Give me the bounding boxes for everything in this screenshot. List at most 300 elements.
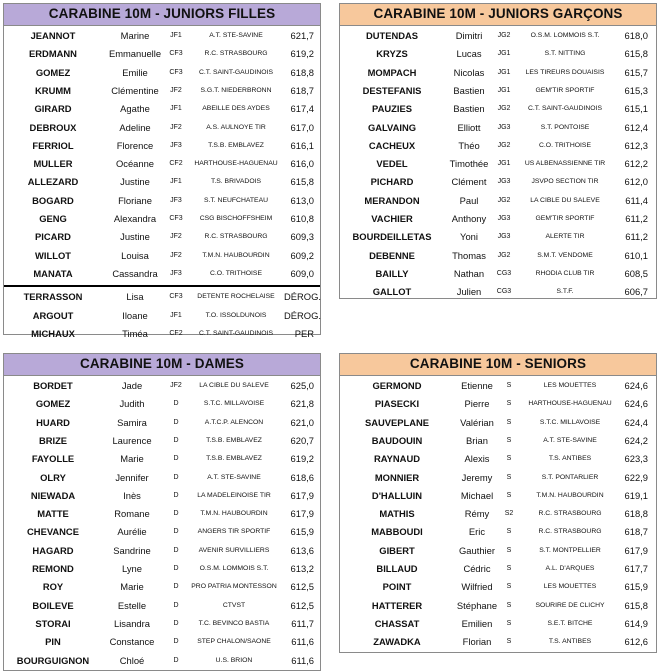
- first-name: Constance: [109, 636, 155, 648]
- first-name: Yoni: [460, 231, 478, 243]
- category: JG1: [497, 86, 511, 94]
- last-name: BAUDOUIN: [371, 434, 423, 446]
- first-name: Marie: [120, 581, 144, 593]
- score: 612,5: [290, 581, 314, 593]
- category: S: [506, 546, 512, 554]
- category: CF3: [169, 50, 183, 58]
- first-name: Samira: [117, 416, 147, 428]
- category: JF3: [170, 196, 182, 204]
- table-row: [4, 578, 320, 596]
- score: 621,0: [290, 416, 314, 428]
- juniors-filles-panel: [3, 3, 321, 339]
- score: 612,5: [290, 599, 314, 611]
- last-name: CACHEUX: [368, 139, 416, 151]
- last-name: ZAWADKA: [373, 636, 421, 648]
- last-name: PICARD: [35, 231, 71, 243]
- last-name: ARGOUT: [32, 309, 74, 321]
- table-row: [340, 155, 656, 173]
- club: ALERTE TIR: [545, 233, 585, 241]
- table-row: [4, 45, 320, 63]
- club: S.M.T. VENDOME: [537, 251, 593, 259]
- score: 610,1: [624, 249, 648, 261]
- table-row: [4, 288, 320, 306]
- category: JG2: [497, 251, 511, 259]
- last-name: PIN: [45, 636, 61, 648]
- first-name: Chloé: [119, 654, 145, 666]
- category: S: [506, 418, 512, 426]
- club: T.M.N. HAUBOURDIN: [200, 510, 268, 518]
- club: PRO PATRIA MONTESSON: [191, 583, 277, 591]
- table-row: [340, 283, 656, 301]
- club: A.T. STE-SAVINE: [207, 473, 261, 481]
- table-row: [4, 119, 320, 137]
- first-name: Florian: [462, 636, 492, 648]
- last-name: ERDMANN: [29, 48, 77, 60]
- last-name: MABBOUDI: [371, 526, 423, 538]
- last-name: GOMEZ: [35, 66, 71, 78]
- category: S: [506, 491, 512, 499]
- category: JF2: [170, 251, 182, 259]
- juniors-garcons-title: CARABINE 10M - JUNIORS GARÇONS: [340, 4, 656, 26]
- table-row: [4, 307, 320, 325]
- first-name: Floriane: [118, 194, 152, 206]
- last-name: SAUVEPLANE: [364, 416, 430, 428]
- category: JG3: [497, 215, 511, 222]
- first-name: Lisandra: [114, 617, 150, 629]
- table-row: [4, 487, 320, 505]
- club: S.T.C. MILLAVOISE: [539, 418, 601, 426]
- category: JF2: [170, 382, 182, 389]
- category: CF3: [169, 215, 183, 222]
- table-row: [4, 173, 320, 191]
- score: 618,7: [624, 526, 648, 538]
- first-name: Etienne: [461, 380, 493, 391]
- score: 615,8: [290, 176, 314, 188]
- club: S.E.T. BITCHE: [547, 619, 593, 627]
- club: T.O. ISSOLDUNOIS: [205, 311, 267, 319]
- juniors-filles-title: CARABINE 10M - JUNIORS FILLES: [4, 4, 320, 26]
- table-row: [340, 377, 656, 395]
- table-row: [4, 64, 320, 82]
- category: S: [506, 400, 512, 408]
- score: 619,2: [290, 48, 314, 60]
- club: A.L. D'ARQUES: [545, 565, 595, 572]
- last-name: BOGARD: [32, 194, 74, 206]
- score: 612,2: [624, 158, 648, 170]
- score: 618,8: [624, 508, 648, 520]
- club: AVENIR SURVILLIERS: [198, 546, 270, 554]
- first-name: Alexis: [464, 453, 490, 465]
- last-name: ROY: [42, 581, 64, 593]
- first-name: Timothée: [449, 158, 489, 170]
- category: JF2: [170, 123, 182, 131]
- first-name: Adeline: [119, 121, 151, 133]
- last-name: POINT: [382, 581, 412, 593]
- score: 612,4: [624, 121, 648, 133]
- score: 618,7: [290, 84, 314, 96]
- club: O.S.M. LOMMOIS S.T.: [199, 565, 269, 572]
- first-name: Emmanuelle: [108, 48, 162, 60]
- club: C.T. SAINT-GAUDINOIS: [198, 68, 274, 76]
- table-row: [4, 137, 320, 155]
- club: ANGERS TIR SPORTIF: [197, 528, 271, 536]
- last-name: REMOND: [32, 563, 74, 574]
- club: S.T. PONTOISE: [540, 123, 590, 131]
- first-name: Gauthier: [459, 544, 495, 556]
- score: 614,9: [624, 617, 648, 629]
- score: 617,9: [290, 489, 314, 501]
- first-name: Pierre: [464, 398, 490, 410]
- score: 617,9: [624, 544, 648, 556]
- score: 624,6: [624, 380, 648, 391]
- first-name: Nicolas: [453, 66, 485, 78]
- seniors-panel: [339, 353, 657, 653]
- last-name: DUTENDAS: [365, 30, 419, 41]
- club: HARTHOUSE-HAGUENAU: [194, 160, 278, 168]
- club: U.S. BRION: [215, 656, 253, 664]
- club: LA CIBLE DU SALEVE: [530, 196, 600, 204]
- first-name: Cédric: [463, 563, 491, 574]
- first-name: Alexandra: [113, 213, 157, 224]
- score: 612,0: [624, 176, 648, 188]
- first-name: Bastien: [453, 103, 485, 115]
- last-name: GIBERT: [379, 544, 415, 556]
- last-name: ALLEZARD: [27, 176, 79, 188]
- category: S: [506, 583, 512, 591]
- score: 621,8: [290, 398, 314, 410]
- table-row: [340, 265, 656, 283]
- table-row: [340, 505, 656, 523]
- club: A.T. STE-SAVINE: [543, 436, 597, 444]
- last-name: BILLAUD: [376, 563, 418, 574]
- category: S: [506, 638, 512, 646]
- score: 618,6: [290, 471, 314, 483]
- table-row: [340, 432, 656, 450]
- first-name: Michael: [460, 489, 494, 501]
- club: S.T. NITTING: [544, 50, 586, 58]
- club: CTVST: [222, 601, 246, 609]
- first-name: Emilie: [122, 66, 148, 78]
- table-row: [4, 560, 320, 578]
- category: JG2: [497, 105, 511, 113]
- last-name: KRUMM: [35, 84, 71, 96]
- last-name: BOURGUIGNON: [16, 654, 90, 666]
- category: JG1: [497, 68, 511, 76]
- club: A.S. AULNOYE TIR: [206, 123, 266, 131]
- first-name: Anthony: [451, 213, 487, 224]
- score: 611,4: [625, 194, 648, 206]
- last-name: VACHIER: [371, 213, 413, 224]
- first-name: Emilien: [461, 617, 493, 629]
- last-name: DEBROUX: [29, 121, 77, 133]
- score: 610,8: [290, 213, 314, 224]
- last-name: OLRY: [40, 471, 66, 483]
- score: 618,0: [624, 30, 648, 41]
- juniors-garcons-panel: [339, 3, 657, 299]
- score: 611,6: [291, 636, 314, 648]
- first-name: Agathe: [120, 103, 150, 115]
- score: 624,2: [624, 434, 648, 446]
- club: ABEILLE DES AYDES: [202, 105, 270, 113]
- score: 624,6: [624, 398, 648, 410]
- club: T.M.N. HAUBOURDIN: [202, 251, 270, 259]
- first-name: Thomas: [452, 249, 486, 261]
- club: LES TIREURS DOUAISIS: [525, 68, 605, 76]
- last-name: MATTE: [37, 508, 69, 520]
- last-name: TERRASSON: [23, 291, 83, 303]
- table-row: [340, 27, 656, 45]
- last-name: BOILEVE: [32, 599, 74, 611]
- table-row: [4, 450, 320, 468]
- table-row: [4, 265, 320, 283]
- club: R.C. STRASBOURG: [538, 528, 602, 536]
- category: S: [506, 455, 512, 463]
- last-name: NIEWADA: [30, 489, 76, 501]
- first-name: Sandrine: [113, 544, 151, 556]
- last-name: PICHARD: [370, 176, 414, 188]
- last-name: DEBENNE: [369, 249, 415, 261]
- first-name: Jeremy: [461, 471, 493, 483]
- club: R.C. STRASBOURG: [204, 50, 268, 58]
- last-name: MULLER: [33, 158, 73, 170]
- category: D: [173, 638, 179, 646]
- last-name: HATTERER: [371, 599, 423, 611]
- category: CF3: [169, 68, 183, 76]
- score: DÉROG.: [284, 309, 321, 321]
- category: S: [506, 382, 512, 389]
- table-row: [340, 523, 656, 541]
- table-row: [340, 395, 656, 413]
- club: T.S.B. EMBLAVEZ: [206, 436, 262, 444]
- last-name: PAUZIES: [372, 103, 412, 115]
- club: GEM'TIR SPORTIF: [535, 86, 595, 94]
- club: RHODIA CLUB TIR: [535, 269, 595, 277]
- last-name: MATHIS: [379, 508, 415, 520]
- club: GEM'TIR SPORTIF: [535, 215, 595, 222]
- score: 615,3: [624, 84, 648, 96]
- first-name: Judith: [119, 398, 145, 410]
- score: 612,6: [624, 636, 648, 648]
- last-name: STORAI: [35, 617, 71, 629]
- score: 613,0: [290, 194, 314, 206]
- club: T.S. BRIVADOIS: [210, 178, 262, 186]
- club: O.S.M. LOMMOIS S.T.: [530, 32, 600, 39]
- table-row: [340, 100, 656, 118]
- category: S: [506, 619, 512, 627]
- category: D: [173, 473, 179, 481]
- club: C.T. SAINT-GAUDINOIS: [198, 329, 274, 337]
- score: 611,2: [625, 231, 648, 243]
- club: T.S. ANTIBES: [548, 455, 592, 463]
- club: LA CIBLE DU SALEVE: [199, 382, 269, 389]
- last-name: DESTEFANIS: [362, 84, 422, 96]
- category: D: [173, 619, 179, 627]
- category: D: [173, 583, 179, 591]
- table-row: [4, 615, 320, 633]
- last-name: BORDET: [33, 380, 73, 391]
- category: JF1: [170, 311, 182, 319]
- first-name: Romane: [114, 508, 150, 520]
- club: S.T. MONTPELLIER: [539, 546, 601, 554]
- score: 615,7: [624, 66, 648, 78]
- first-name: Océanne: [115, 158, 155, 170]
- first-name: Lisa: [126, 291, 144, 303]
- table-row: [4, 597, 320, 615]
- score: 621,7: [290, 30, 314, 41]
- score: 609,2: [290, 249, 314, 261]
- score: PER: [294, 327, 314, 339]
- category: D: [173, 656, 179, 664]
- table-row: [4, 652, 320, 670]
- score: 620,7: [290, 434, 314, 446]
- first-name: Laurence: [112, 434, 152, 446]
- first-name: Iloane: [122, 309, 148, 321]
- club: S.T.F.: [556, 288, 574, 296]
- table-row: [340, 414, 656, 432]
- last-name: CHASSAT: [374, 617, 420, 629]
- last-name: PIASECKI: [374, 398, 420, 410]
- category: D: [173, 528, 179, 536]
- category: JF2: [170, 233, 182, 241]
- score: 625,0: [290, 380, 314, 391]
- last-name: BRIZE: [38, 434, 68, 446]
- club: T.S.B. EMBLAVEZ: [206, 455, 262, 463]
- first-name: Timéa: [122, 327, 148, 339]
- last-name: MOMPACH: [367, 66, 417, 78]
- dames-title: CARABINE 10M - DAMES: [4, 354, 320, 376]
- category: D: [173, 455, 179, 463]
- first-name: Marine: [120, 30, 150, 41]
- table-row: [340, 560, 656, 578]
- first-name: Julien: [456, 286, 482, 298]
- club: LES MOUETTES: [543, 382, 597, 389]
- table-row: [4, 505, 320, 523]
- club: S.T. PONTARLIER: [541, 473, 599, 481]
- score: 619,2: [290, 453, 314, 465]
- last-name: D'HALLUIN: [371, 489, 423, 501]
- category: S: [506, 473, 512, 481]
- dames-panel: [3, 353, 321, 671]
- table-row: [4, 82, 320, 100]
- club: LA MADELEINOISE TIR: [197, 491, 271, 499]
- category: JF1: [170, 178, 182, 186]
- first-name: Brian: [466, 434, 488, 446]
- score: 622,9: [624, 471, 648, 483]
- table-row: [340, 210, 656, 228]
- club: JSVPO SECTION TIR: [531, 178, 599, 186]
- score: 617,4: [290, 103, 314, 115]
- category: JG2: [497, 141, 511, 149]
- first-name: Lyne: [122, 563, 142, 574]
- last-name: RAYNAUD: [373, 453, 420, 465]
- table-row: [340, 64, 656, 82]
- table-row: [340, 578, 656, 596]
- last-name: GALVAING: [367, 121, 417, 133]
- category: S: [506, 528, 512, 536]
- first-name: Cassandra: [112, 267, 158, 279]
- score: 611,7: [291, 617, 314, 629]
- first-name: Jade: [121, 380, 143, 391]
- score: 615,1: [624, 103, 648, 115]
- last-name: FAYOLLE: [31, 453, 75, 465]
- score: 615,8: [624, 599, 648, 611]
- first-name: Jennifer: [115, 471, 149, 483]
- category: D: [173, 565, 179, 572]
- category: D: [173, 436, 179, 444]
- first-name: Aurélie: [117, 526, 147, 538]
- table-row: [340, 137, 656, 155]
- club: A.T. STE-SAVINE: [209, 32, 263, 39]
- table-row: [340, 615, 656, 633]
- score: 616,0: [290, 158, 314, 170]
- category: JG2: [497, 196, 511, 204]
- last-name: GENG: [39, 213, 67, 224]
- first-name: Clémentine: [111, 84, 159, 96]
- category: CF2: [169, 329, 183, 337]
- club: T.C. BEVINCO BASTIA: [198, 619, 270, 627]
- last-name: GERMOND: [372, 380, 422, 391]
- category: S: [506, 601, 512, 609]
- table-row: [4, 155, 320, 173]
- club: C.T. SAINT-GAUDINOIS: [527, 105, 603, 113]
- category: S: [506, 436, 512, 444]
- score: 616,1: [290, 139, 314, 151]
- score: 617,0: [290, 121, 314, 133]
- category: JG1: [497, 50, 511, 58]
- category: JG3: [497, 233, 511, 241]
- section-divider: [4, 285, 320, 287]
- category: JF1: [170, 32, 182, 39]
- first-name: Stéphane: [456, 599, 498, 611]
- table-row: [340, 469, 656, 487]
- table-row: [340, 119, 656, 137]
- score: 606,7: [624, 286, 648, 298]
- table-row: [340, 228, 656, 246]
- club: R.C. STRASBOURG: [204, 233, 268, 241]
- category: CG3: [496, 269, 512, 277]
- last-name: BOURDEILLETAS: [352, 231, 432, 243]
- club: DETENTE ROCHELAISE: [197, 293, 275, 301]
- score: 615,9: [624, 581, 648, 593]
- last-name: KRYZS: [376, 48, 408, 60]
- last-name: GOMEZ: [35, 398, 71, 410]
- category: CF3: [169, 293, 183, 301]
- club: C.O. TRITHOISE: [210, 269, 262, 277]
- score: 617,7: [624, 563, 648, 574]
- club: T.S.B. EMBLAVEZ: [208, 141, 264, 149]
- first-name: Paul: [459, 194, 479, 206]
- table-row: [340, 192, 656, 210]
- table-row: [4, 633, 320, 651]
- table-row: [340, 487, 656, 505]
- table-row: [340, 633, 656, 651]
- table-row: [340, 82, 656, 100]
- score: 615,8: [624, 48, 648, 60]
- category: S: [506, 565, 512, 572]
- category: D: [173, 418, 179, 426]
- table-row: [340, 173, 656, 191]
- category: JF1: [170, 105, 182, 113]
- first-name: Clément: [451, 176, 487, 188]
- table-row: [4, 523, 320, 541]
- table-row: [340, 247, 656, 265]
- category: D: [173, 601, 179, 609]
- first-name: Lucas: [456, 48, 482, 60]
- first-name: Eric: [468, 526, 486, 538]
- club: S.T.C. MILLAVOISE: [203, 400, 265, 408]
- club: S.G.T. NIEDERBRONN: [200, 86, 272, 94]
- club: STEP CHALON/SAONE: [197, 638, 271, 646]
